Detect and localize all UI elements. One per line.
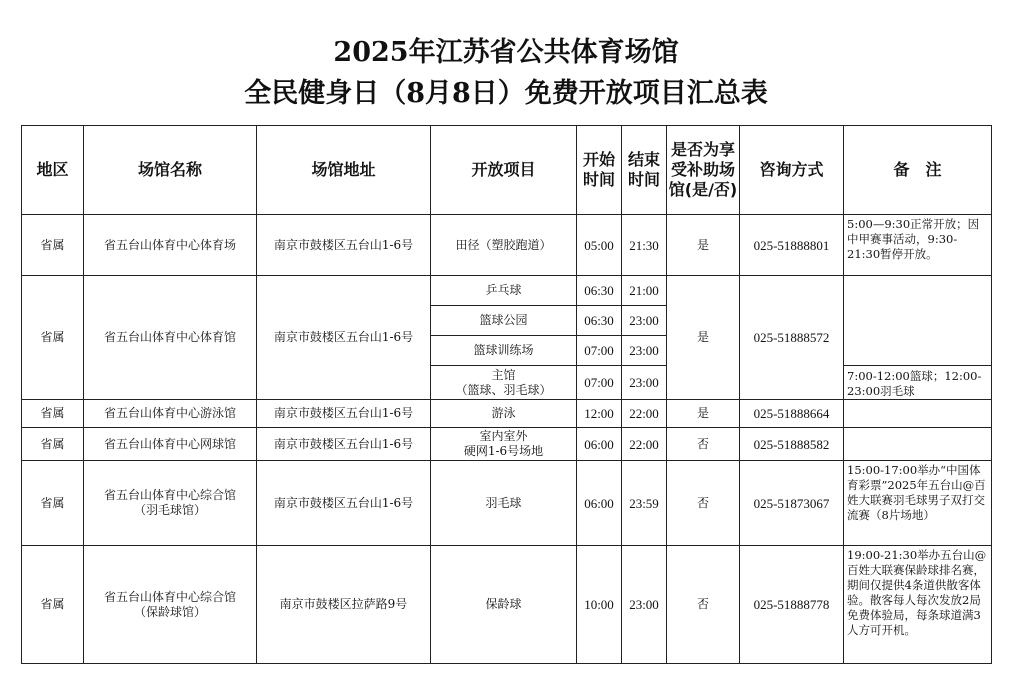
header-end: 结束时间 [622,126,667,215]
cell-start: 05:00 [577,215,622,276]
cell-item: 保龄球 [431,546,577,664]
cell-item: 篮球训练场 [431,336,577,366]
cell-start: 10:00 [577,546,622,664]
cell-start: 06:00 [577,428,622,461]
cell-region: 省属 [22,215,84,276]
cell-contact: 025-51888801 [740,215,844,276]
cell-remark: 5:00—9:30正常开放；因中甲赛事活动，9:30-21:30暂停开放。 [844,215,992,276]
title-line-1: 2025年江苏省公共体育场馆 [333,37,679,68]
header-start: 开始时间 [577,126,622,215]
cell-subsidy: 否 [667,461,740,546]
cell-region: 省属 [22,276,84,400]
cell-remark: 15:00-17:00举办“中国体育彩票”2025年五台山@百姓大联赛羽毛球男子双打交流赛（8片场地） [844,461,992,546]
cell-venue: 省五台山体育中心体育馆 [84,276,257,400]
table-row [22,400,992,428]
cell-subsidy: 是 [667,400,740,428]
cell-remark [844,276,992,366]
cell-end: 23:00 [622,306,667,336]
cell-end: 22:00 [622,428,667,461]
cell-item: 游泳 [431,400,577,428]
venue-table [21,125,992,664]
cell-item-line1: 主馆 [491,367,516,382]
header-row [22,126,992,215]
cell-contact: 025-51888582 [740,428,844,461]
header-remarks: 备 注 [844,126,992,215]
cell-venue [84,461,257,546]
table-row [22,546,992,664]
cell-venue-line2: （羽毛球馆） [133,503,206,517]
cell-address: 南京市鼓楼区拉萨路9号 [257,546,431,664]
cell-address: 南京市鼓楼区五台山1-6号 [257,461,431,546]
cell-venue [84,546,257,664]
cell-contact: 025-51873067 [740,461,844,546]
cell-remark [844,400,992,428]
cell-start: 12:00 [577,400,622,428]
cell-venue-line1: 省五台山体育中心综合馆 [103,589,236,604]
header-items: 开放项目 [431,126,577,215]
cell-region: 省属 [22,428,84,461]
cell-end: 21:00 [622,276,667,306]
header-address: 场馆地址 [257,126,431,215]
cell-item: 田径（塑胶跑道） [431,215,577,276]
cell-venue: 省五台山体育中心网球馆 [84,428,257,461]
cell-venue-line2: （保龄球馆） [133,604,206,619]
cell-item-line2: （篮球、羽毛球） [455,382,552,397]
header-venue-name: 场馆名称 [84,126,257,215]
cell-address: 南京市鼓楼区五台山1-6号 [257,400,431,428]
cell-address: 南京市鼓楼区五台山1-6号 [257,428,431,461]
cell-contact: 025-51888778 [740,546,844,664]
cell-start: 07:00 [577,366,622,400]
cell-item [431,428,577,461]
cell-end: 23:00 [622,546,667,664]
cell-remark: 19:00-21:30举办五台山@百姓大联赛保龄球排名赛，期间仅提供4条道供散客体验。散客每人每次发放2局免费体验局，每条球道满3人方可开机。 [844,546,992,664]
cell-item [431,366,577,400]
cell-contact: 025-51888664 [740,400,844,428]
title-line-2: 全民健身日（8月8日）免费开放项目汇总表 [244,78,768,109]
cell-end: 22:00 [622,400,667,428]
cell-venue: 省五台山体育中心体育场 [84,215,257,276]
cell-region: 省属 [22,400,84,428]
header-subsidy: 是否为享受补助场馆(是/否) [667,126,740,215]
cell-address: 南京市鼓楼区五台山1-6号 [257,276,431,400]
cell-end: 23:00 [622,366,667,400]
header-contact: 咨询方式 [740,126,844,215]
table-row [22,428,992,461]
cell-item-line2: 硬网1-6号场地 [463,444,544,458]
table-row [22,461,992,546]
cell-region: 省属 [22,461,84,546]
table-row [22,276,992,306]
cell-venue: 省五台山体育中心游泳馆 [84,400,257,428]
cell-item: 篮球公园 [431,306,577,336]
cell-item: 羽毛球 [431,461,577,546]
cell-end: 23:00 [622,336,667,366]
cell-address: 南京市鼓楼区五台山1-6号 [257,215,431,276]
cell-start: 06:00 [577,461,622,546]
cell-start: 06:30 [577,276,622,306]
cell-subsidy: 否 [667,546,740,664]
cell-remark: 7:00-12:00篮球；12:00-23:00羽毛球 [844,366,992,400]
cell-subsidy: 是 [667,215,740,276]
cell-start: 06:30 [577,306,622,336]
cell-end: 23:59 [622,461,667,546]
cell-venue-line1: 省五台山体育中心综合馆 [103,488,236,502]
table-row [22,215,992,276]
cell-remark [844,428,992,461]
cell-subsidy: 否 [667,428,740,461]
cell-start: 07:00 [577,336,622,366]
cell-item-line1: 室内室外 [479,429,528,443]
cell-subsidy: 是 [667,276,740,400]
cell-region: 省属 [22,546,84,664]
cell-item: 乒乓球 [431,276,577,306]
cell-contact: 025-51888572 [740,276,844,400]
header-region: 地区 [22,126,84,215]
cell-end: 21:30 [622,215,667,276]
